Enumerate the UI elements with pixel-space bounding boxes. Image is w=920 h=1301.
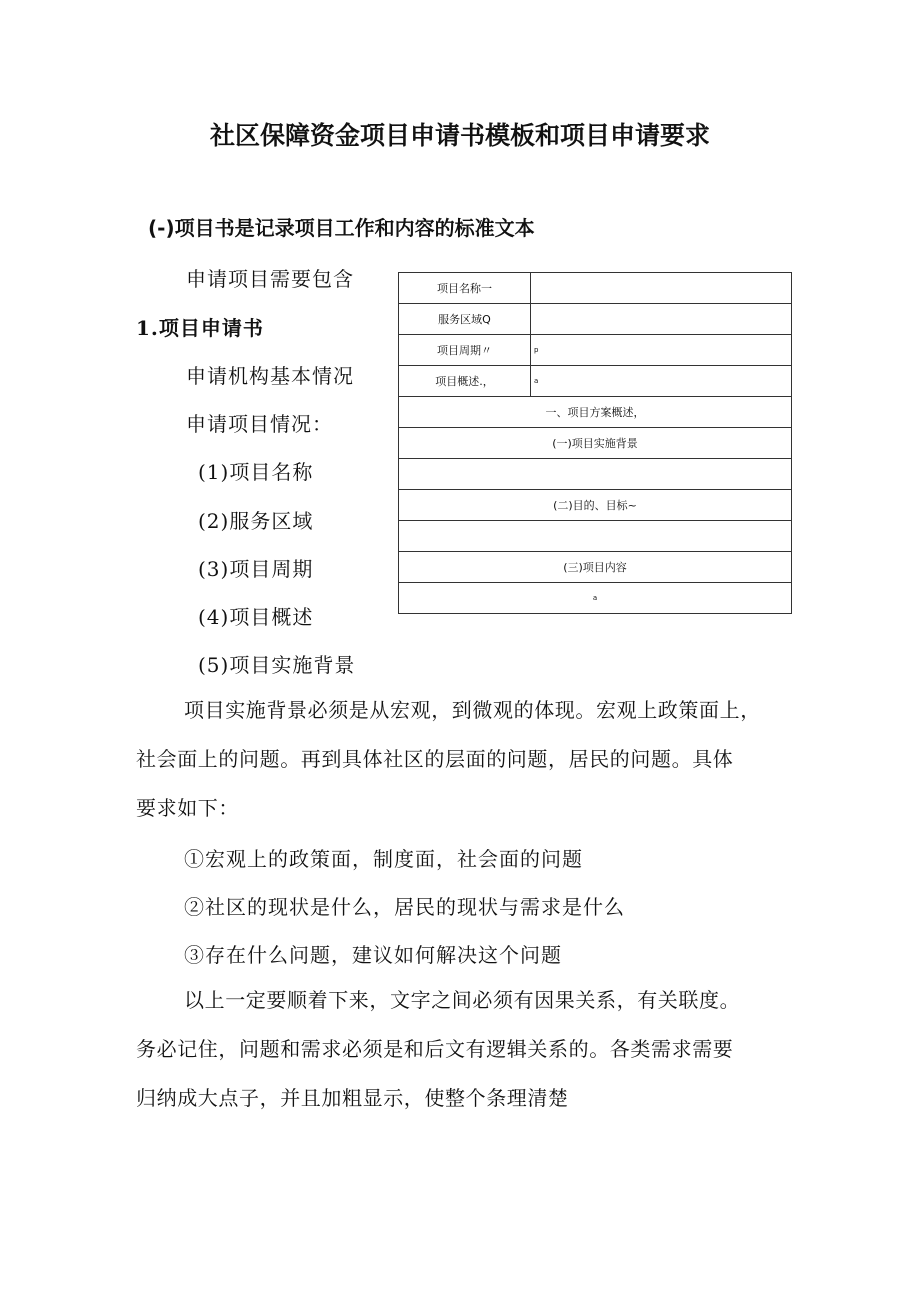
logic-paragraph	[136, 976, 836, 1123]
paragraph-line: 要求如下：	[136, 796, 239, 820]
form-section-goals: (二)目的、目标~	[399, 490, 792, 521]
table-row	[399, 459, 792, 490]
form-blank-row	[399, 521, 792, 552]
form-label-project-name: 项目名称一	[399, 273, 531, 304]
requirement-item-2: ②社区的现状是什么，居民的现状与需求是什么	[184, 895, 625, 919]
table-row	[399, 397, 792, 428]
table-row	[399, 304, 792, 335]
table-row	[399, 428, 792, 459]
form-section-background: (一)项目实施背景	[399, 428, 792, 459]
form-blank-row	[399, 459, 792, 490]
paragraph-line: 社会面上的问题。再到具体社区的层面的问题，居民的问题。具体	[136, 747, 734, 771]
paragraph-line: 归纳成大点子，并且加粗显示，使整个条理清楚	[136, 1086, 569, 1110]
paragraph-line: 以上一定要顺着下来，文字之间必须有因果关系，有关联度。	[184, 988, 741, 1012]
list-project-overview: (4)项目概述	[198, 605, 314, 629]
intro-line: 申请项目需要包含	[186, 267, 354, 291]
page-title: 社区保障资金项目申请书模板和项目申请要求	[209, 121, 710, 150]
form-label-project-period: 项目周期〃	[399, 335, 531, 366]
requirement-item-3: ③存在什么问题，建议如何解决这个问题	[184, 943, 562, 967]
project-info-line: 申请项目情况：	[186, 412, 333, 436]
form-value-project-overview: a	[531, 366, 792, 397]
table-row	[399, 273, 792, 304]
table-row	[399, 583, 792, 614]
table-row	[399, 490, 792, 521]
list-project-background: (5)项目实施背景	[198, 653, 356, 677]
list-project-period: (3)项目周期	[198, 557, 314, 581]
form-value-project-name	[531, 273, 792, 304]
list-project-name: (1)项目名称	[198, 460, 314, 484]
table-row	[399, 366, 792, 397]
form-content-row: a	[399, 583, 792, 614]
background-paragraph	[136, 686, 836, 833]
table-row	[399, 552, 792, 583]
paragraph-line: 务必记住，问题和需求必须是和后文有逻辑关系的。各类需求需要	[136, 1037, 734, 1061]
form-label-service-area: 服务区域Q	[399, 304, 531, 335]
item-application-heading: 1.项目申请书	[136, 316, 264, 340]
form-section-content: (三)项目内容	[399, 552, 792, 583]
form-value-project-period: p	[531, 335, 792, 366]
paragraph-line: 项目实施背景必须是从宏观，到微观的体现。宏观上政策面上，	[184, 698, 761, 722]
table-row	[399, 521, 792, 552]
section-heading: (-)项目书是记录项目工作和内容的标准文本	[148, 216, 535, 240]
list-service-area: (2)服务区域	[198, 509, 314, 533]
application-form-table	[398, 272, 792, 614]
requirement-item-1: ①宏观上的政策面，制度面，社会面的问题	[184, 847, 583, 871]
table-row	[399, 335, 792, 366]
form-label-project-overview: 项目概述.，	[399, 366, 531, 397]
form-value-service-area	[531, 304, 792, 335]
form-section-plan-overview: 一、项目方案概述，	[399, 397, 792, 428]
org-info-line: 申请机构基本情况	[186, 364, 354, 388]
